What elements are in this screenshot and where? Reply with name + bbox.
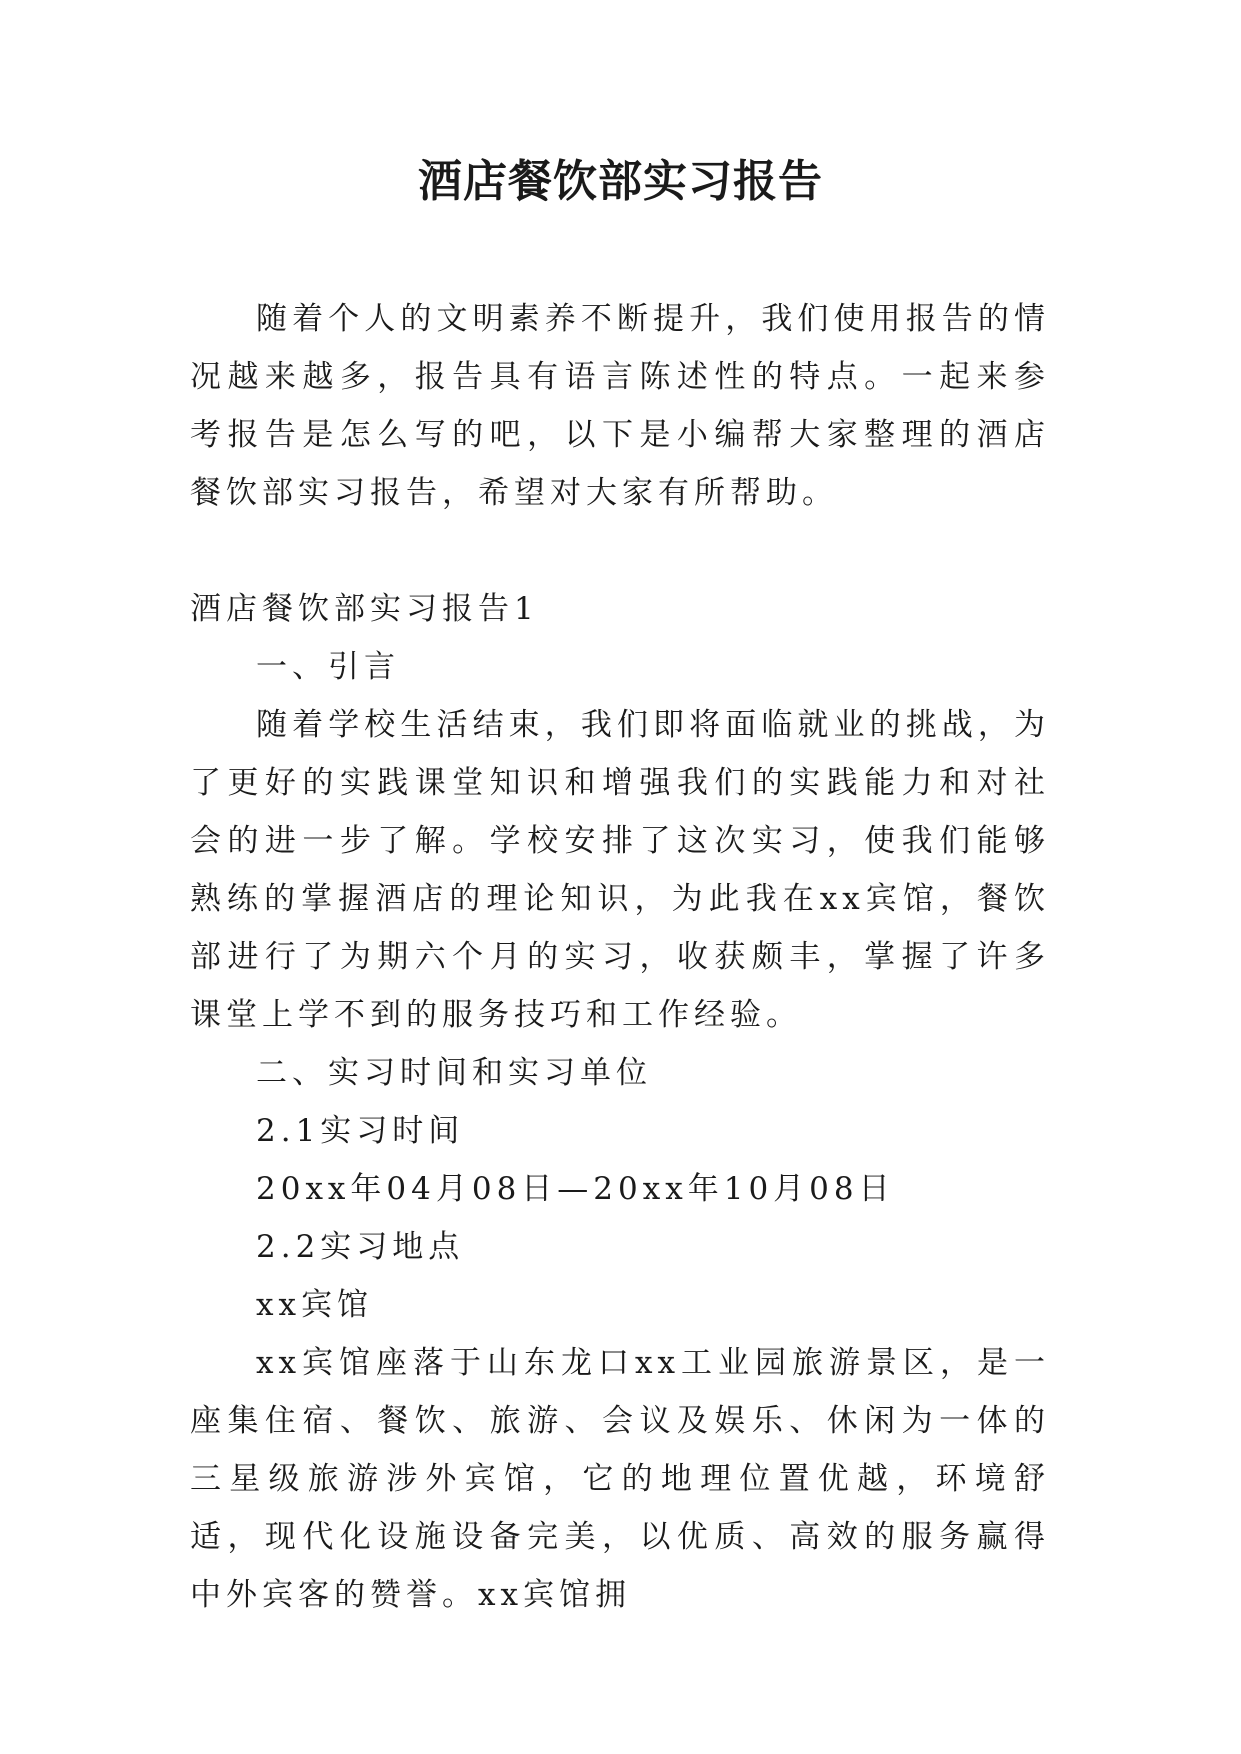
location-name: xx宾馆 [256,1287,373,1323]
hotel-description-paragraph: xx宾馆座落于山东龙口xx工业园旅游景区，是一座集住宿、餐饮、旅游、会议及娱乐、休闲为一体的三星级旅游涉外宾馆，它的地理位置优越，环境舒适，现代化设施设备完美，以优质、高效的服务赢得中外宾客的赞誉。xx宾馆拥 [190,1345,1050,1613]
section-title: 酒店餐饮部实习报告1 [190,591,539,627]
heading-introduction: 一、引言 [256,649,400,685]
subheading-internship-time: 2.1实习时间 [256,1113,465,1149]
subheading-internship-location: 2.2实习地点 [256,1229,465,1265]
document-body [190,290,1050,1624]
heading-time-and-unit: 二、实习时间和实习单位 [256,1055,652,1091]
spacer [190,522,1050,580]
document-title: 酒店餐饮部实习报告 [418,156,823,207]
date-range: 20xx年04月08日—20xx年10月08日 [256,1171,895,1207]
introduction-paragraph: 随着学校生活结束，我们即将面临就业的挑战，为了更好的实践课堂知识和增强我们的实践能力和对社会的进一步了解。学校安排了这次实习，使我们能够熟练的掌握酒店的理论知识，为此我在xx宾馆，餐饮部进行了为期六个月的实习，收获颇丰，掌握了许多课堂上学不到的服务技巧和工作经验。 [190,707,1050,1033]
intro-paragraph: 随着个人的文明素养不断提升，我们使用报告的情况越来越多，报告具有语言陈述性的特点。一起来参考报告是怎么写的吧，以下是小编帮大家整理的酒店餐饮部实习报告，希望对大家有所帮助。 [190,301,1050,511]
